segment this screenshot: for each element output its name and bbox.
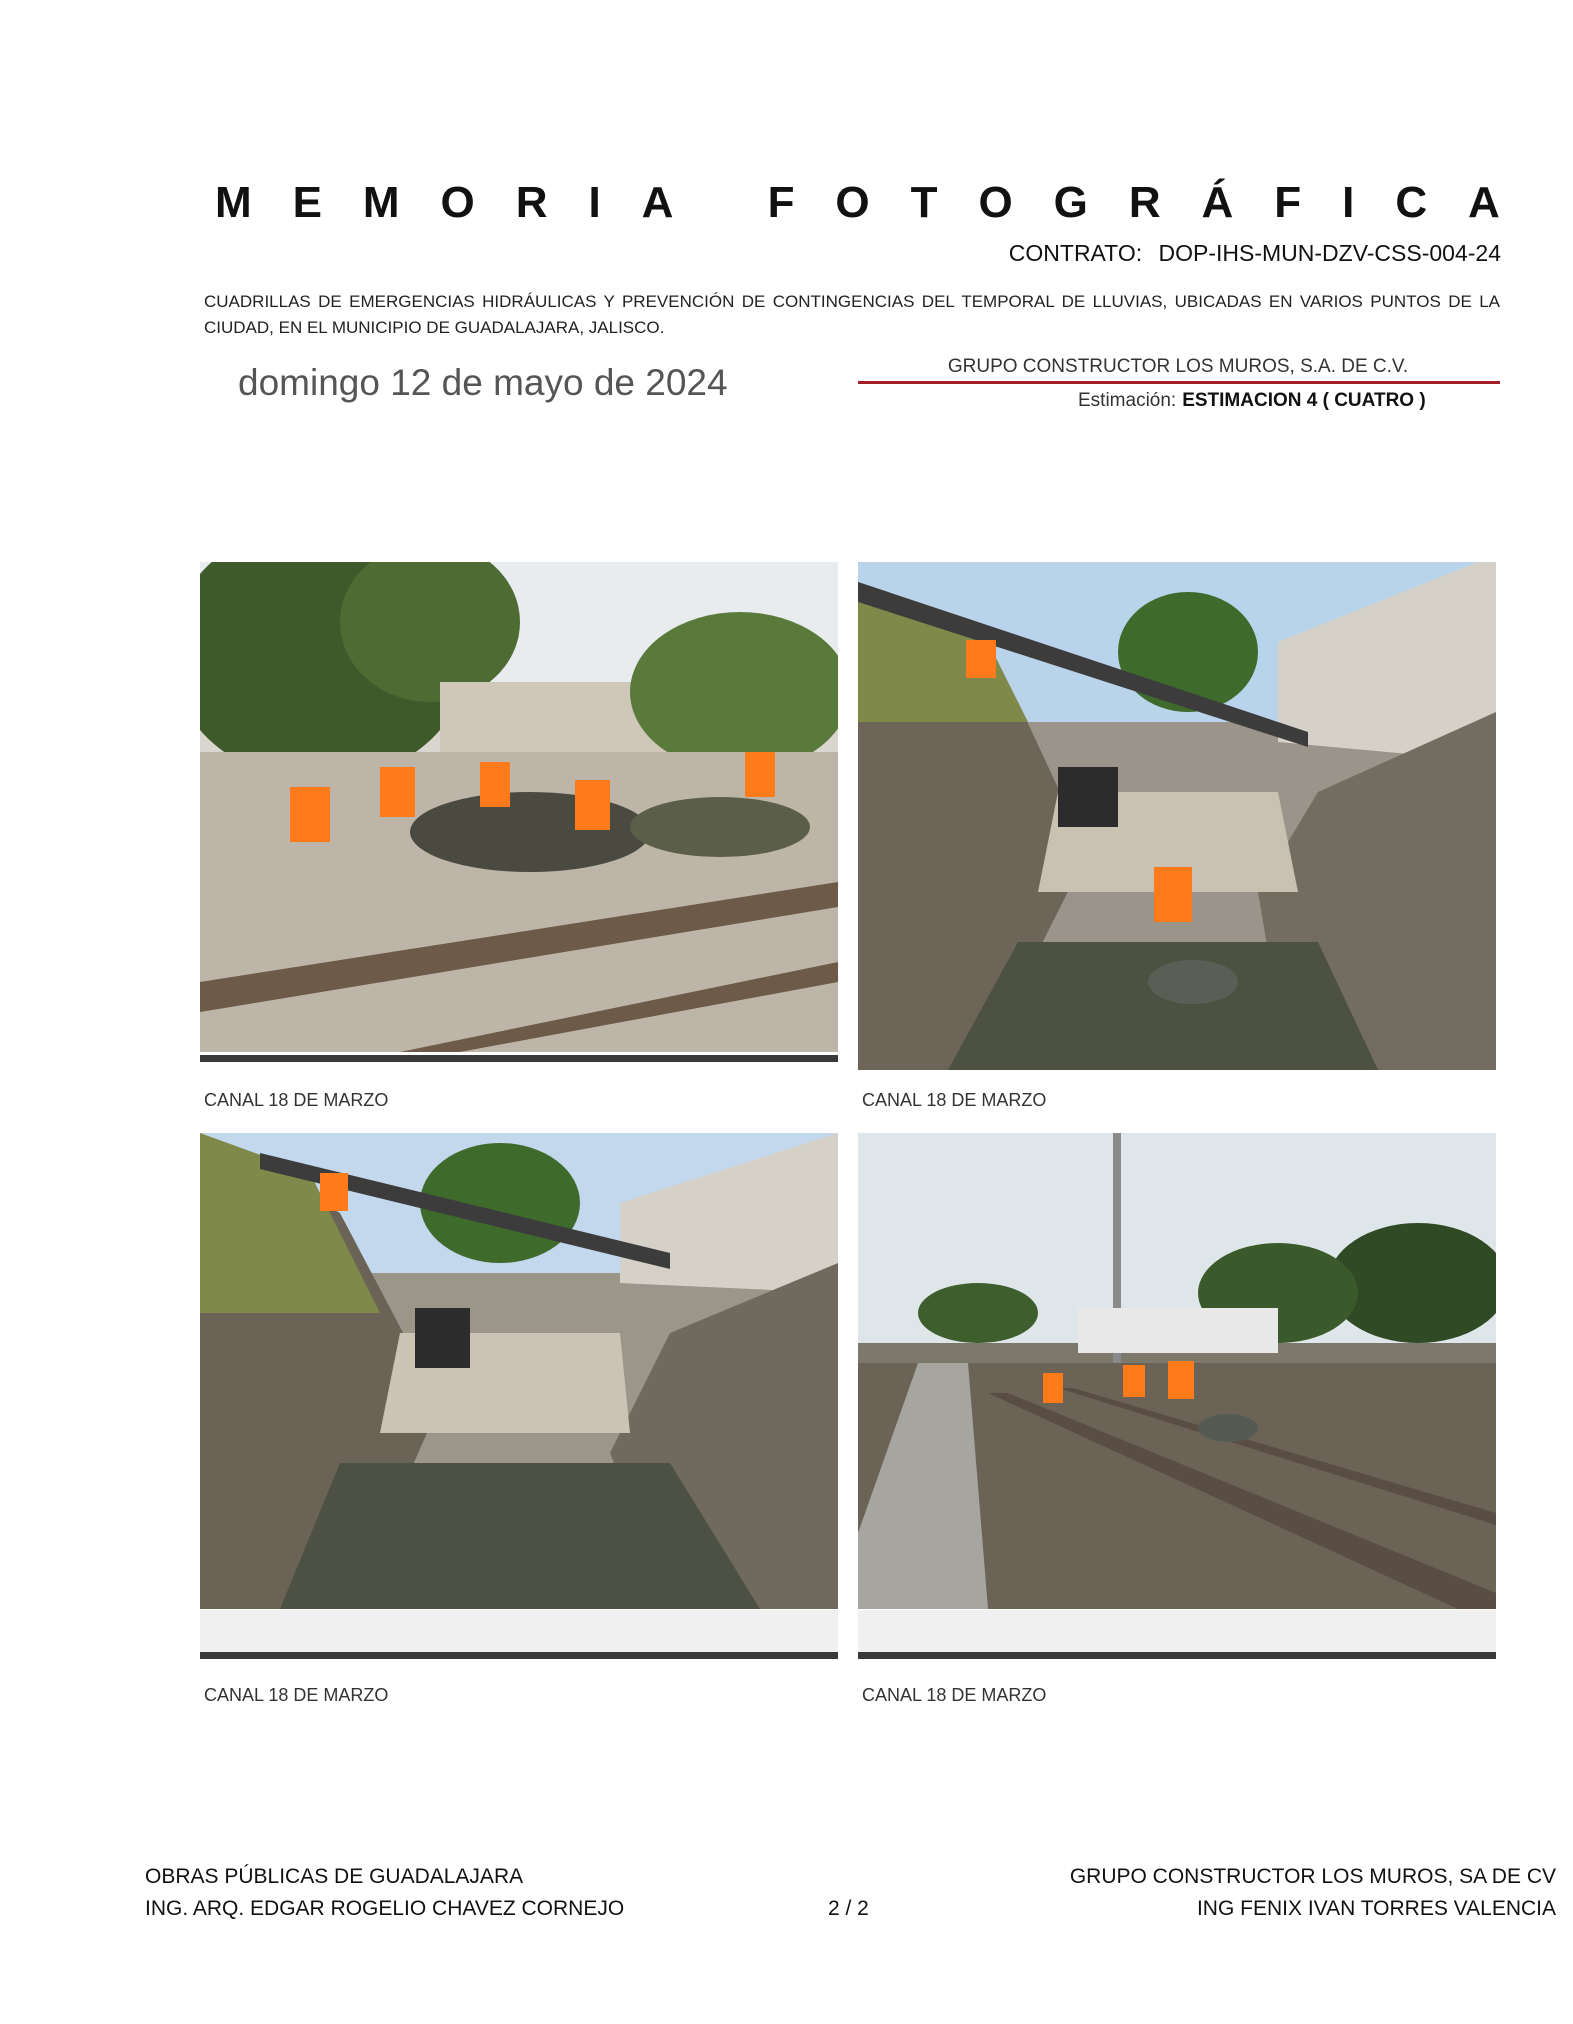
footer-left-line1: OBRAS PÚBLICAS DE GUADALAJARA — [145, 1865, 524, 1888]
title-letter: F — [1274, 178, 1302, 227]
company-underline — [858, 381, 1500, 384]
photo-4-band — [858, 1610, 1496, 1652]
estimate-label: Estimación: — [1078, 390, 1177, 411]
report-date: domingo 12 de mayo de 2024 — [238, 362, 728, 403]
estimate-value: ESTIMACION 4 ( CUATRO ) — [1182, 390, 1426, 411]
page-title — [215, 178, 1500, 228]
title-letter: Á — [1201, 178, 1234, 227]
footer-right-line1: GRUPO CONSTRUCTOR LOS MUROS, SA DE CV — [1069, 1865, 1556, 1888]
footer-right-line2: ING FENIX IVAN TORRES VALENCIA — [1196, 1897, 1556, 1920]
contract-line — [1009, 240, 1501, 267]
footer-left-line2: ING. ARQ. EDGAR ROGELIO CHAVEZ CORNEJO — [145, 1897, 625, 1920]
photo-3-caption: CANAL 18 DE MARZO — [204, 1685, 389, 1705]
photo-4-caption: CANAL 18 DE MARZO — [862, 1685, 1047, 1705]
company-name: GRUPO CONSTRUCTOR LOS MUROS, S.A. DE C.V. — [947, 356, 1409, 377]
title-letter: M — [362, 178, 400, 227]
contract-number: DOP-IHS-MUN-DZV-CSS-004-24 — [1158, 240, 1501, 266]
title-letter: F — [767, 178, 795, 227]
photo-4-image — [858, 1133, 1496, 1609]
photo-2 — [858, 562, 1496, 1070]
contract-label: CONTRATO: — [1008, 240, 1143, 266]
title-letter: T — [910, 178, 938, 227]
title-letter: O — [978, 178, 1013, 227]
footer-left — [145, 1861, 624, 1925]
title-letter: R — [515, 178, 548, 227]
photo-3-band — [200, 1610, 838, 1652]
title-letter: M — [215, 178, 252, 227]
title-letter: R — [1128, 178, 1161, 227]
footer-right — [1070, 1861, 1556, 1925]
title-letter: I — [1342, 178, 1355, 227]
photo-3-image — [200, 1133, 838, 1609]
photo-3-bar — [200, 1652, 838, 1659]
estimate-line — [1078, 390, 1426, 412]
title-letter: A — [1468, 178, 1500, 227]
photo-2-caption: CANAL 18 DE MARZO — [862, 1090, 1047, 1110]
photo-1-image — [200, 562, 838, 1052]
title-letter: O — [835, 178, 870, 227]
title-letter: O — [440, 178, 475, 227]
title-letter: G — [1053, 178, 1088, 227]
photo-3 — [200, 1133, 838, 1609]
title-space — [714, 178, 726, 228]
title-letter: I — [588, 178, 601, 227]
photo-2-image — [858, 562, 1496, 1070]
photo-4 — [858, 1133, 1496, 1609]
project-description: CUADRILLAS DE EMERGENCIAS HIDRÁULICAS Y PREVENCIÓN DE CONTINGENCIAS DEL TEMPORAL DE LLUVIAS, UBICADAS EN VARIOS PUNTOS DE LA CIUDAD, EN EL MUNICIPIO DE GUADALAJARA, JALISCO. — [204, 292, 1500, 337]
title-letter: C — [1395, 178, 1428, 227]
photo-1-bar — [200, 1055, 838, 1062]
photo-4-bar — [858, 1652, 1496, 1659]
title-letter: E — [292, 178, 322, 227]
photo-1 — [200, 562, 838, 1052]
photo-1-caption: CANAL 18 DE MARZO — [204, 1090, 389, 1110]
page-number: 2 / 2 — [828, 1897, 869, 1920]
title-letter: A — [641, 178, 674, 227]
